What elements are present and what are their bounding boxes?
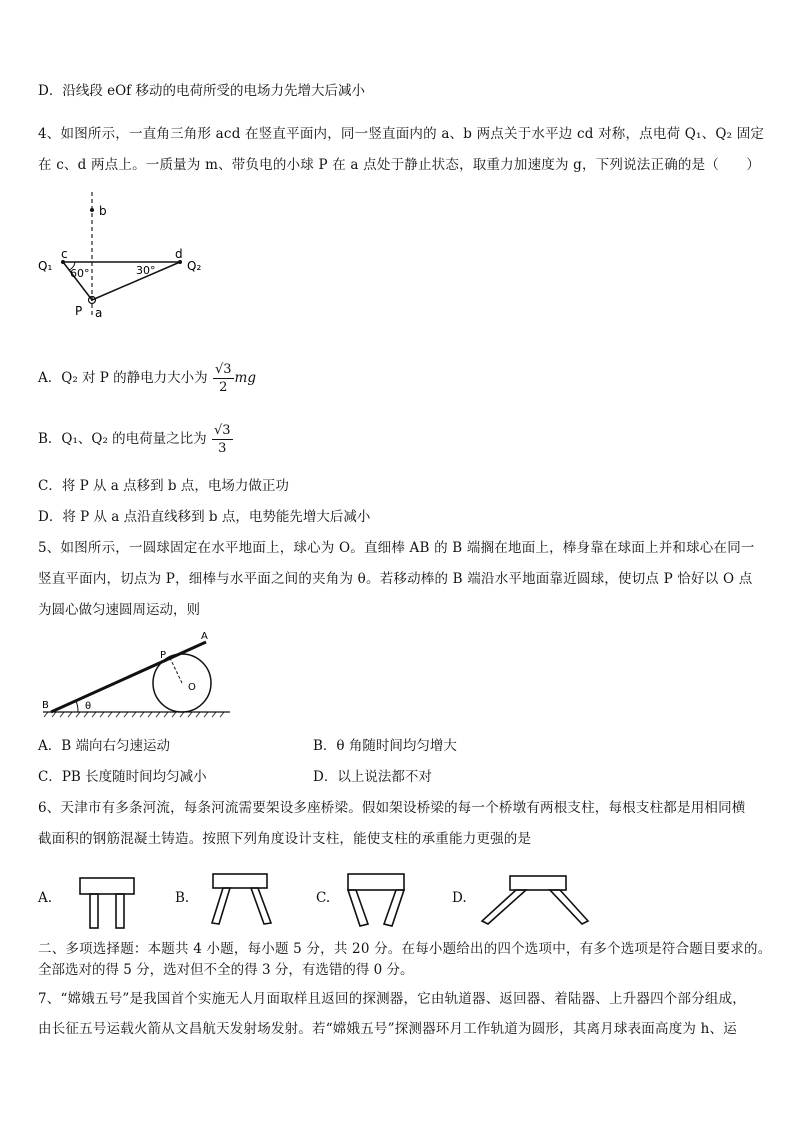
q4-option-b — [38, 421, 234, 457]
label-q1: Q₁ — [38, 259, 53, 273]
label-o: O — [188, 682, 196, 693]
q6-label-d: D. — [452, 890, 467, 906]
q6-pillar-figure-d — [480, 872, 590, 928]
q4-option-c: C．将 P 从 a 点移到 b 点，电场力做正功 — [38, 478, 289, 494]
q5-option-c: C．PB 长度随时间均匀减小 — [38, 769, 207, 785]
label-a: A — [201, 631, 208, 642]
label-p: P — [160, 650, 167, 661]
q4-option-b-prefix: B．Q₁、Q₂ 的电荷量之比为 — [38, 431, 207, 447]
angle-30: 30° — [136, 264, 156, 277]
q5-option-a: A．B 端向右匀速运动 — [38, 738, 170, 754]
fraction-numerator: √3 — [214, 362, 232, 377]
q4-triangle-figure — [36, 190, 216, 325]
angle-60: 60° — [70, 267, 90, 280]
q6-pillar-figure-b — [205, 872, 281, 928]
label-d: d — [175, 247, 183, 261]
section2-line1: 二、多项选择题：本题共 4 小题，每小题 5 分，共 20 分。在每小题给出的四个选项中，有多个选项是符合题目要求的。 — [38, 941, 772, 957]
q3-option-d: D．沿线段 eOf 移动的电荷所受的电场力先增大后减小 — [38, 83, 365, 99]
q4-stem-line2: 在 c、d 两点上。一质量为 m、带负电的小球 P 在 a 点处于静止状态，取重力加速度为 g，下列说法正确的是（ ） — [38, 157, 761, 173]
label-theta: θ — [85, 701, 92, 712]
q6-label-a: A. — [38, 890, 53, 906]
point-b — [90, 208, 94, 212]
q6-stem-line2: 截面积的钢筋混凝土铸造。按照下列角度设计支柱，能使支柱的承重能力更强的是 — [38, 831, 532, 847]
label-p: P — [75, 304, 83, 318]
q6-stem-line1: 6、天津市有多条河流，每条河流需要架设多座桥梁。假如架设桥梁的每一个桥墩有两根支柱，每根支柱都是用相同横 — [38, 800, 746, 816]
q7-line1: 7、“嫦娥五号”是我国首个实施无人月面取样且返回的探测器，它由轨道器、返回器、着陆器、上升器四个部分组成， — [38, 991, 746, 1007]
label-a: a — [95, 306, 103, 320]
q4-option-d: D．将 P 从 a 点沿直线移到 b 点，电势能先增大后减小 — [38, 509, 371, 525]
q5-stem-line3: 为圆心做匀速圆周运动，则 — [38, 602, 200, 618]
rod-ab — [51, 642, 206, 712]
q6-label-b: B. — [175, 890, 190, 906]
q6-pillar-figure-c — [342, 872, 412, 928]
q5-stem-line1: 5、如图所示，一圆球固定在水平地面上，球心为 O。直细棒 AB 的 B 端搁在地面上，棒身靠在球面上并和球心在同一 — [38, 540, 755, 556]
fraction-sqrt3-over-2 — [213, 361, 234, 396]
q5-rod-ball-figure — [38, 628, 238, 720]
q4-option-a — [38, 360, 256, 396]
q4-option-a-suffix: mg — [234, 370, 256, 386]
fraction-denominator: 3 — [218, 441, 227, 456]
fraction-numerator: √3 — [213, 423, 231, 438]
q4-stem-line1: 4、如图所示，一直角三角形 acd 在竖直平面内，同一竖直面内的 a、b 两点关于水平边 cd 对称，点电荷 Q₁、Q₂ 固定 — [38, 126, 765, 142]
label-c: c — [61, 247, 68, 261]
section2-line2: 全部选对的得 5 分，选对但不全的得 3 分，有选错的得 0 分。 — [38, 962, 414, 978]
q6-pillar-figure-a — [78, 876, 138, 932]
q6-label-c: C. — [316, 890, 331, 906]
label-b: B — [42, 700, 49, 711]
fraction-denominator: 2 — [219, 380, 228, 395]
fraction-sqrt3-over-3 — [212, 422, 233, 457]
label-b: b — [99, 204, 107, 218]
q5-option-b: B．θ 角随时间均匀增大 — [313, 738, 457, 754]
q7-line2: 由长征五号运载火箭从文昌航天发射场发射。若“嫦娥五号”探测器环月工作轨道为圆形，其离月球表面高度为 h、运 — [38, 1021, 737, 1037]
q5-stem-line2: 竖直平面内，切点为 P，细棒与水平面之间的夹角为 θ。若移动棒的 B 端沿水平地面靠近圆球，使切点 P 恰好以 O 点 — [38, 571, 753, 587]
q4-option-a-prefix: A．Q₂ 对 P 的静电力大小为 — [38, 370, 208, 386]
q5-option-d: D．以上说法都不对 — [313, 769, 432, 785]
label-q2: Q₂ — [187, 259, 202, 273]
